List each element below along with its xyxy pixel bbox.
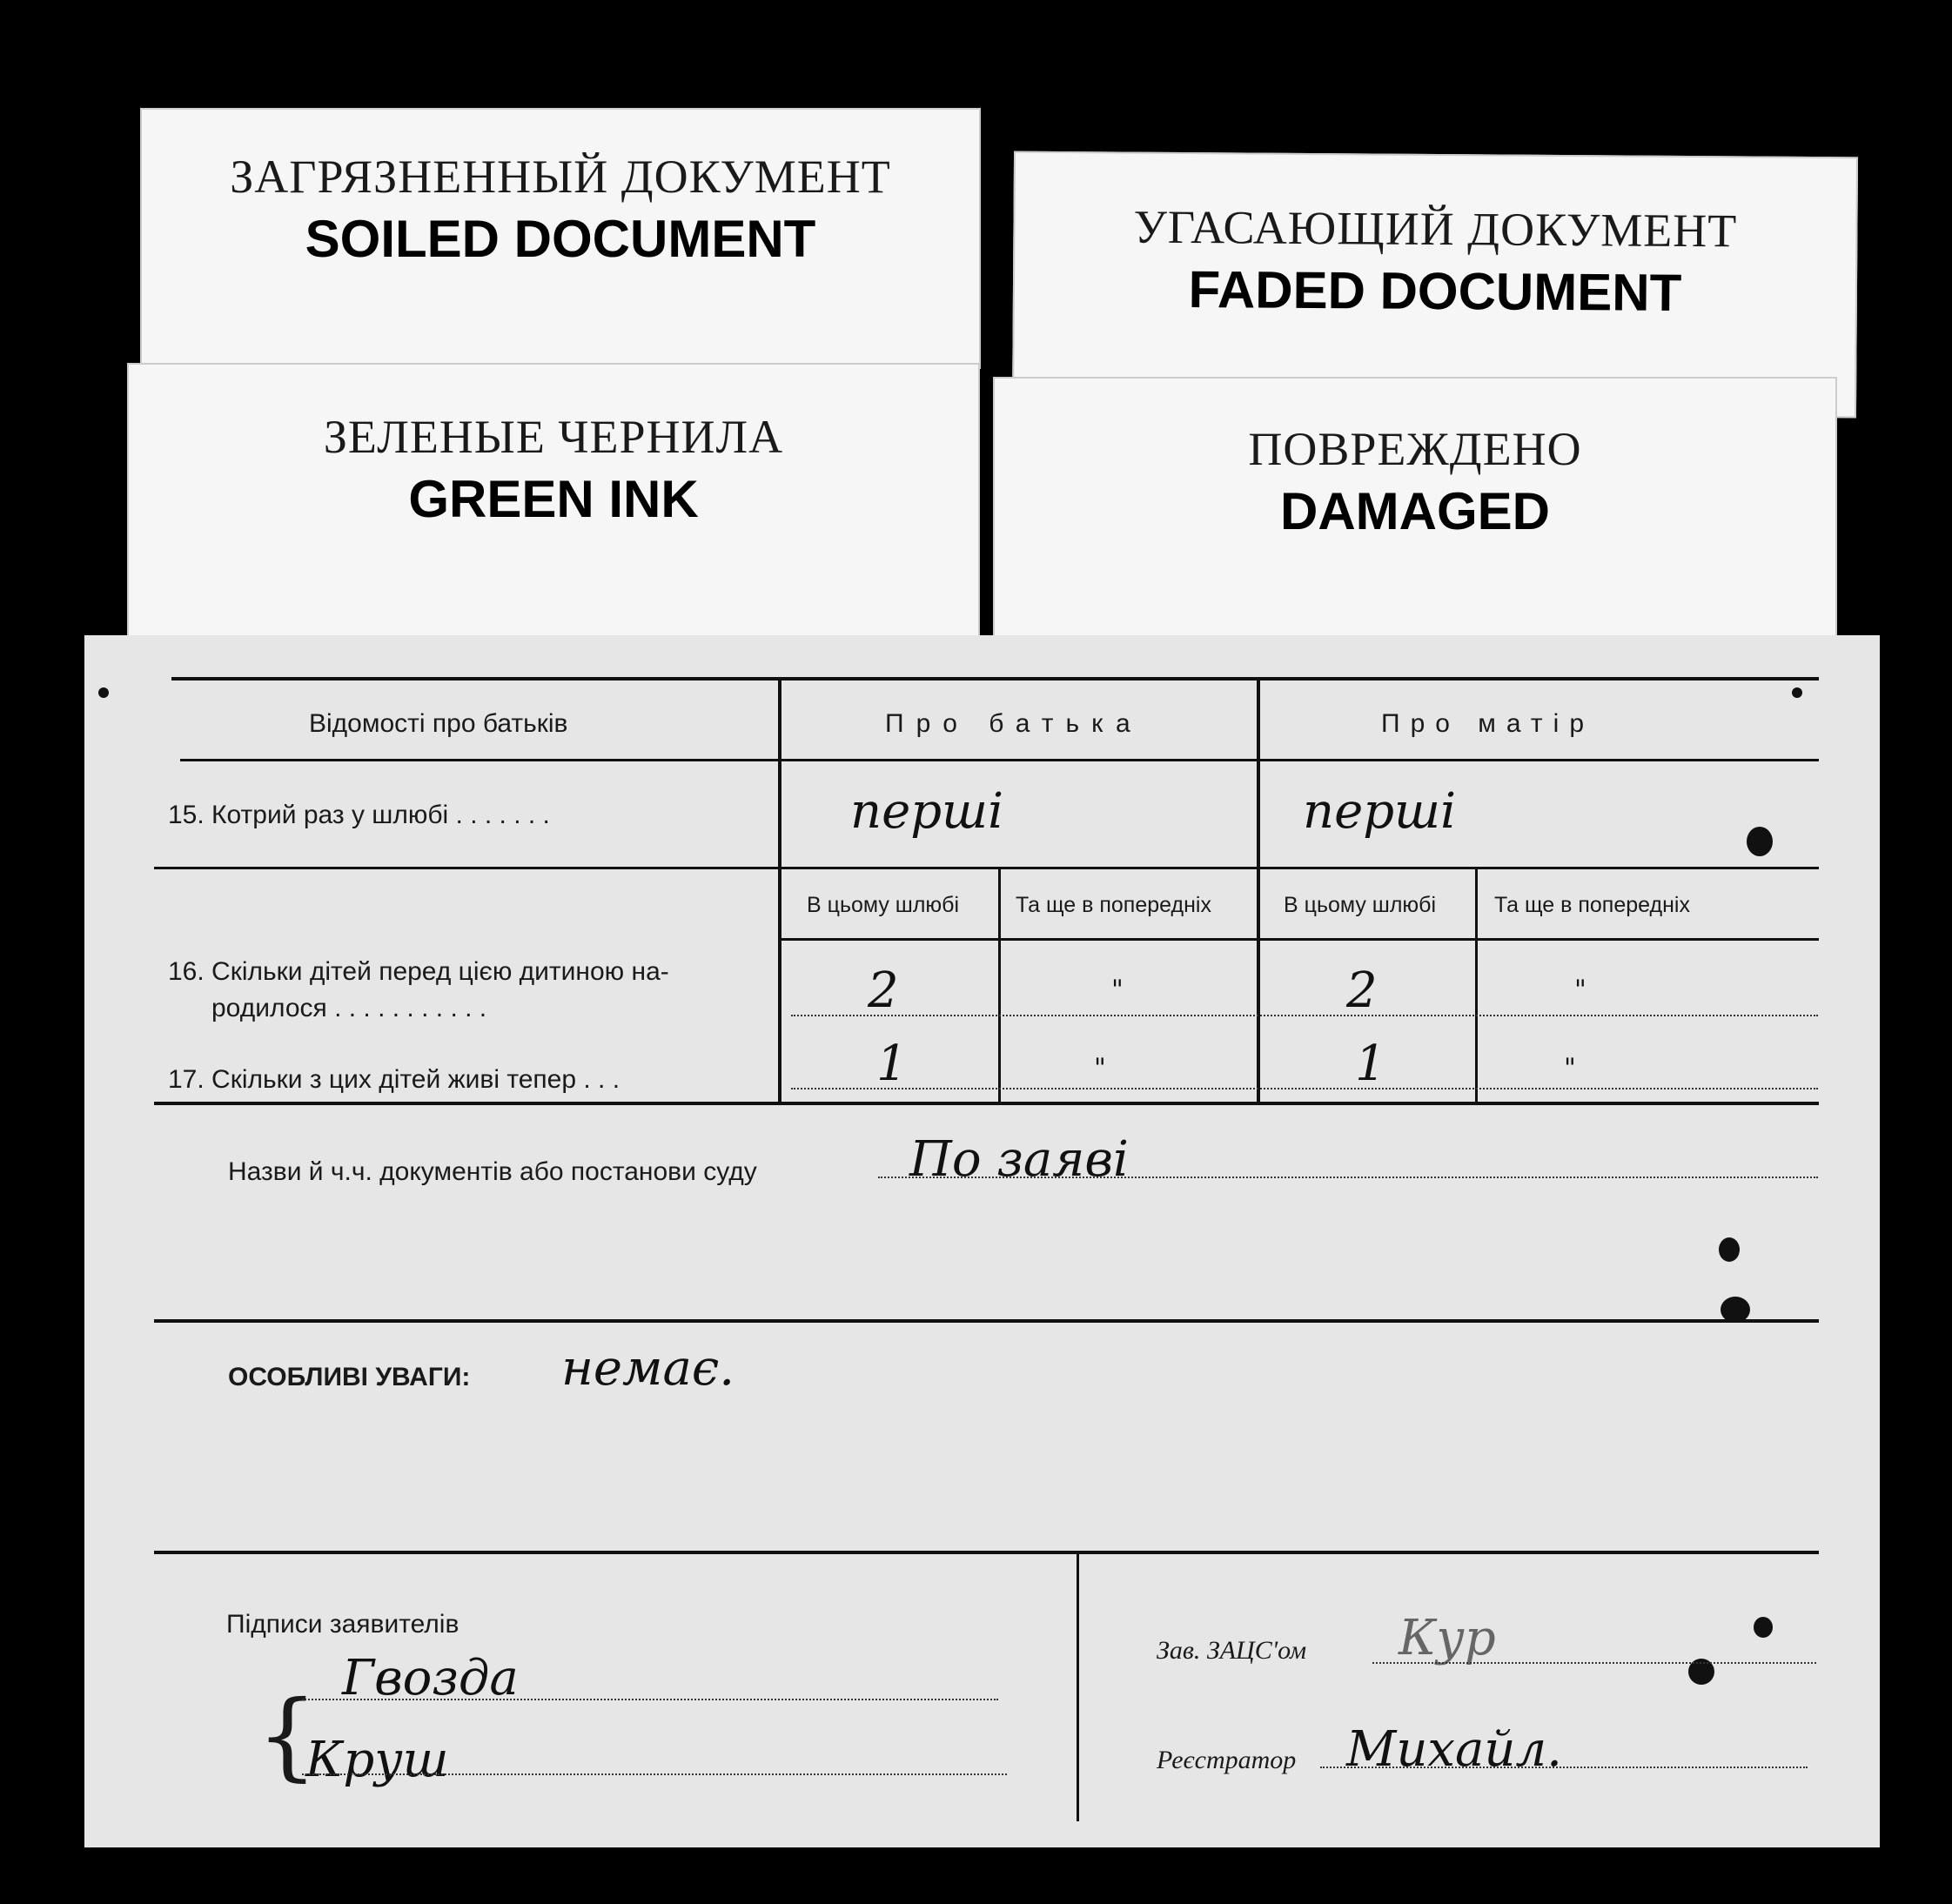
label-faded-en: FADED DOCUMENT bbox=[1188, 260, 1682, 322]
signatures-label: Підписи заявителів bbox=[226, 1610, 459, 1639]
header-col-father: Про батька bbox=[885, 709, 1143, 738]
punch-hole bbox=[1747, 827, 1773, 856]
subheader-mother-this: В цьому шлюбі bbox=[1284, 893, 1437, 917]
subheader-father-prev: Та ще в попередніх bbox=[1016, 893, 1211, 917]
punch-hole bbox=[1754, 1617, 1773, 1638]
row17-label: 17. Скільки з цих дітей живі тепер . . . bbox=[168, 1065, 620, 1094]
documents-dotline bbox=[878, 1177, 1818, 1178]
row16-mother-prev: " bbox=[1574, 975, 1586, 1005]
signatures-divider bbox=[1077, 1554, 1079, 1821]
subheader-mother-prev: Та ще в попередніх bbox=[1494, 893, 1690, 917]
row16-label-line2: родилося . . . . . . . . . . . bbox=[211, 994, 487, 1022]
signatures-brace: { bbox=[257, 1679, 318, 1791]
row17-mother-prev: " bbox=[1564, 1053, 1576, 1083]
zags-label: Зав. ЗАЦС'ом bbox=[1157, 1636, 1307, 1665]
label-damaged bbox=[993, 377, 1837, 638]
header-rule bbox=[180, 759, 1819, 761]
row16-father-prev: " bbox=[1111, 975, 1124, 1005]
row17-father-this: 1 bbox=[876, 1036, 908, 1092]
signature-1: Гвозда bbox=[342, 1650, 519, 1706]
row15-rule bbox=[154, 867, 1819, 869]
row16-label-line1: 16. Скільки дітей перед цією дитиною на- bbox=[168, 957, 669, 986]
row16-mother-this: 2 bbox=[1346, 962, 1378, 1019]
punch-hole bbox=[1719, 1237, 1740, 1262]
header-col-info: Відомості про батьків bbox=[309, 709, 568, 738]
label-green-ru: ЗЕЛЕНЫЕ ЧЕРНИЛА bbox=[323, 411, 784, 463]
row16-father-this: 2 bbox=[868, 962, 899, 1019]
documents-value: По заяві bbox=[909, 1131, 1129, 1188]
label-green-ink bbox=[127, 363, 980, 650]
label-damaged-ru: ПОВРЕЖДЕНО bbox=[1248, 423, 1582, 475]
label-soiled-ru: ЗАГРЯЗНЕННЫЙ ДОКУМЕНТ bbox=[230, 151, 891, 203]
remarks-label: ОСОБЛИВІ УВАГИ: bbox=[228, 1363, 471, 1391]
sub-divider-mother bbox=[1475, 868, 1478, 1103]
row17-father-prev: " bbox=[1094, 1053, 1106, 1083]
row17-dotline bbox=[791, 1088, 1818, 1089]
documents-rule bbox=[154, 1319, 1819, 1323]
punch-hole bbox=[1792, 687, 1802, 698]
label-damaged-en: DAMAGED bbox=[1280, 482, 1550, 540]
subheader-father-this: В цьому шлюбі bbox=[807, 893, 960, 917]
label-soiled-document bbox=[140, 108, 981, 369]
row15-mother-value: перші bbox=[1303, 783, 1457, 840]
top-rule bbox=[171, 677, 1819, 680]
registrar-dotline bbox=[1320, 1767, 1808, 1768]
row15-father-value: перші bbox=[850, 783, 1004, 840]
sub-divider-father bbox=[998, 868, 1001, 1103]
zags-signature: Кур bbox=[1399, 1610, 1496, 1666]
row16-dotline bbox=[791, 1015, 1818, 1016]
label-faded-ru: УГАСАЮЩИЙ ДОКУМЕНТ bbox=[1133, 200, 1738, 258]
signature-1-dotline bbox=[302, 1699, 998, 1700]
signatures-rule bbox=[154, 1551, 1819, 1554]
punch-hole bbox=[98, 687, 109, 698]
header-col-mother: Про матір bbox=[1381, 709, 1595, 738]
zags-dotline bbox=[1372, 1662, 1816, 1664]
remarks-value: немає. bbox=[561, 1340, 735, 1397]
label-green-en: GREEN INK bbox=[408, 470, 699, 528]
registrar-label: Реєстратор bbox=[1157, 1746, 1297, 1774]
signature-2: Круш bbox=[305, 1732, 449, 1788]
col-divider-2 bbox=[1257, 680, 1260, 1103]
registrar-signature: Михайл. bbox=[1346, 1721, 1562, 1778]
signature-2-dotline bbox=[302, 1773, 1007, 1775]
documents-label: Назви й ч.ч. документів або постанови суду bbox=[228, 1157, 757, 1186]
registry-form bbox=[84, 635, 1880, 1847]
row15-label: 15. Котрий раз у шлюбі . . . . . . . bbox=[168, 801, 550, 829]
table-bottom-rule bbox=[154, 1102, 1819, 1105]
row17-mother-this: 1 bbox=[1355, 1036, 1386, 1092]
col-divider-1 bbox=[778, 680, 781, 1103]
subheader-rule bbox=[781, 938, 1819, 941]
label-soiled-en: SOILED DOCUMENT bbox=[305, 210, 816, 268]
